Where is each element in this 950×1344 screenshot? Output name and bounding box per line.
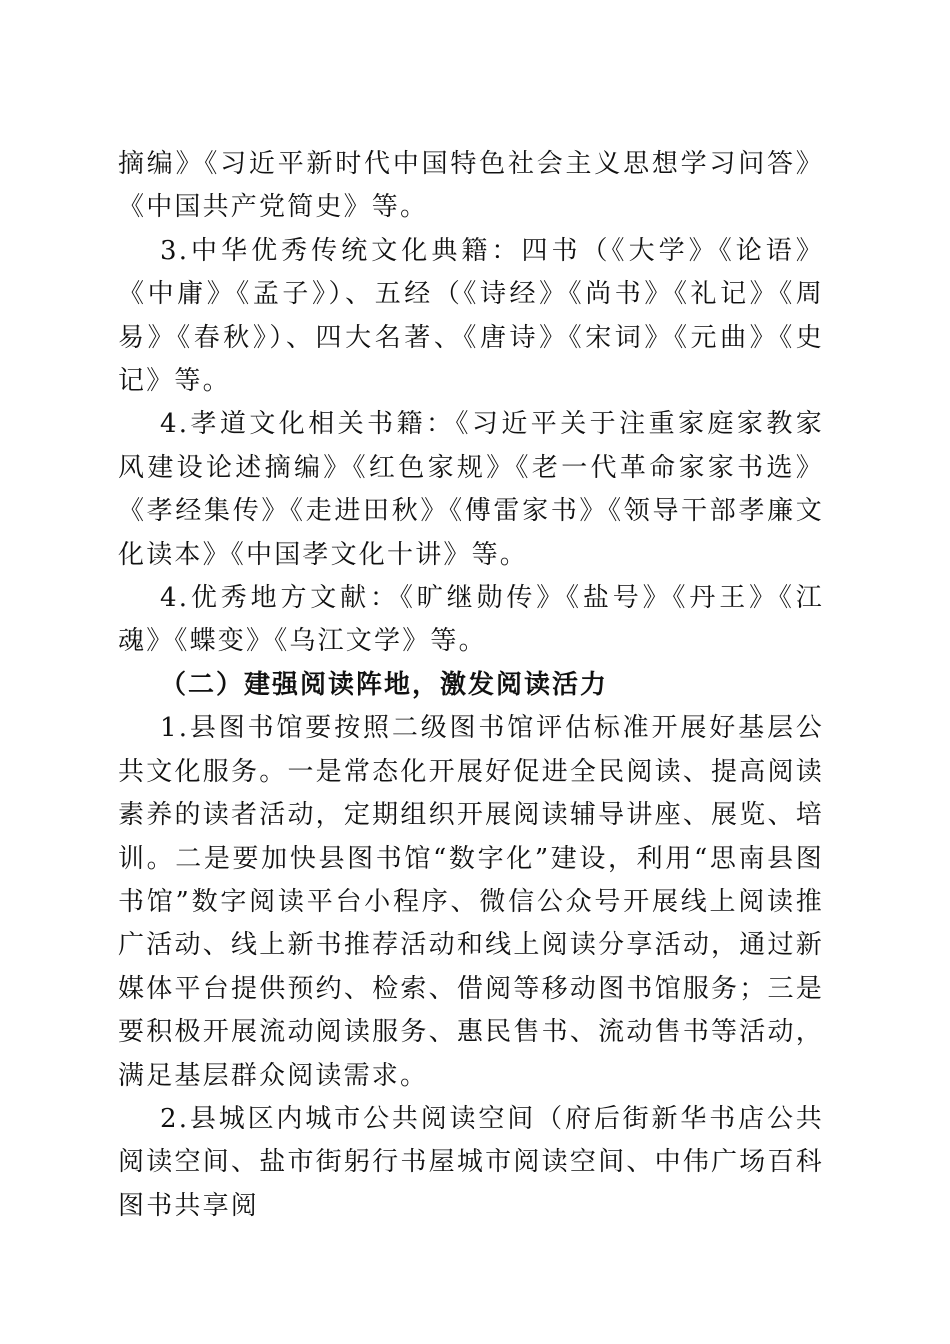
document-page — [118, 143, 824, 1228]
paragraph-reading-spaces: 2.县城区内城市公共阅读空间（府后街新华书店公共阅读空间、盐市街躬行书屋城市阅读空间、中伟广场百科图书共享阅 — [118, 1103, 824, 1221]
paragraph-local-literature: 4.优秀地方文献：《旷继勋传》《盐号》《丹王》《江魂》《蝶变》《乌江文学》等。 — [118, 583, 824, 657]
paragraph-county-library: 1.县图书馆要按照二级图书馆评估标准开展好基层公共文化服务。一是常态化开展好促进全民阅读、提高阅读素养的读者活动，定期组织开展阅读辅导讲座、展览、培训。二是要加快县图书馆“数字化”建设，利用“思南县图书馆”数字阅读平台小程序、微信公众号开展线上阅读推广活动、线上新书推荐活动和线上阅读分享活动，通过新媒体平台提供预约、检索、借阅等移动图书馆服务；三是要积极开展流动阅读服务、惠民售书、流动售书等活动，满足基层群众阅读需求。 — [118, 713, 824, 1091]
paragraph-filial-books: 4.孝道文化相关书籍：《习近平关于注重家庭家教家风建设论述摘编》《红色家规》《老一代革命家家书选》《孝经集传》《走进田秋》《傅雷家书》《领导干部孝廉文化读本》《中国孝文化十讲》等。 — [118, 409, 824, 570]
paragraph-classic-books: 3.中华优秀传统文化典籍：四书（《大学》《论语》《中庸》《孟子》）、五经（《诗经》《尚书》《礼记》《周易》《春秋》）、四大名著、《唐诗》《宋词》《元曲》《史记》等。 — [118, 235, 824, 397]
section-heading: （二）建强阅读阵地，激发阅读活力 — [160, 669, 609, 700]
paragraph-continuation: 摘编》《习近平新时代中国特色社会主义思想学习问答》《中国共产党简史》等。 — [118, 149, 824, 223]
